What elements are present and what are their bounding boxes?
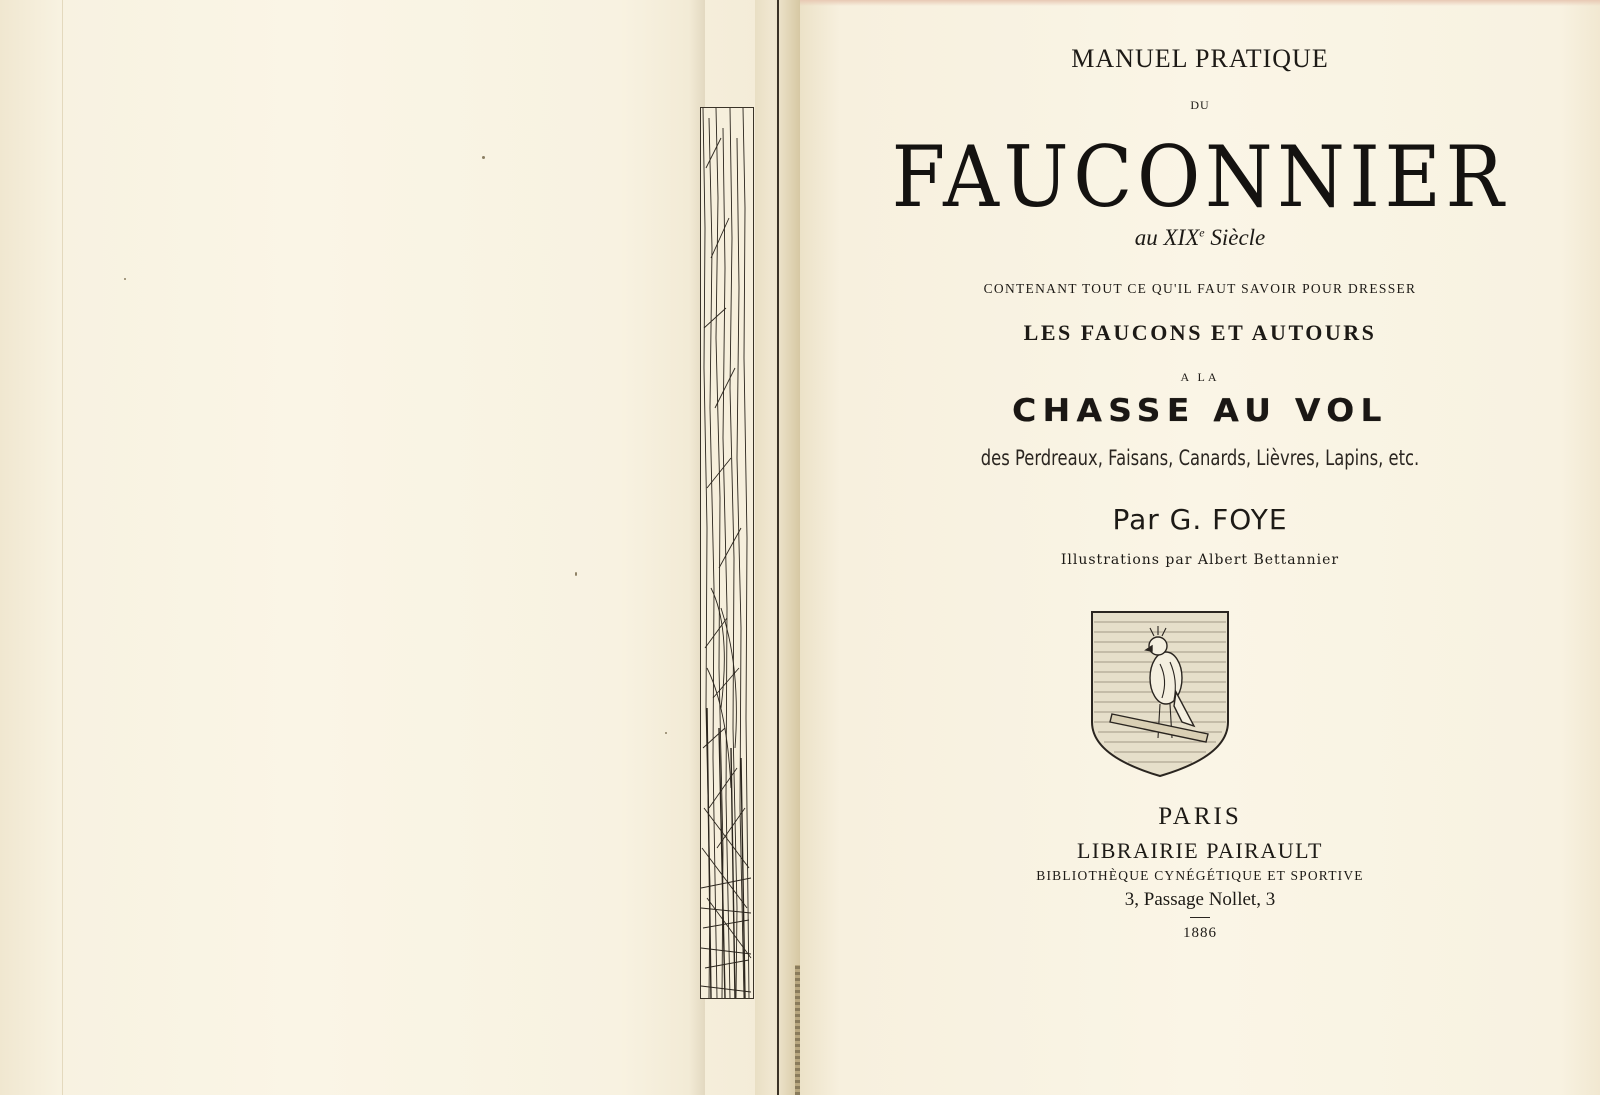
- paper-speck: [482, 156, 485, 159]
- falcon-on-perch-shield-icon: [1090, 610, 1230, 778]
- page-edge-line: [62, 0, 63, 1095]
- faucons-line: LES FAUCONS ET AUTOURS: [1023, 320, 1377, 345]
- title-manuel: MANUEL PRATIQUE: [1071, 44, 1329, 73]
- a-la-line: A LA: [1180, 370, 1220, 384]
- publisher-name: LIBRAIRIE PAIRAULT: [1076, 838, 1323, 863]
- left-page: [0, 0, 705, 1095]
- publication-year: 1886: [1183, 925, 1217, 941]
- gutter-seam: [777, 0, 779, 1095]
- frontispiece-engraving: [700, 107, 754, 999]
- reed-grass-engraving-icon: [701, 108, 753, 998]
- chasse-au-vol: CHASSE AU VOL: [1012, 393, 1388, 429]
- contenant-line: CONTENANT TOUT CE QU'IL FAUT SAVOIR POUR DRESSER: [983, 281, 1417, 296]
- main-title: FAUCONNIER: [891, 128, 1509, 226]
- paper-speck: [665, 732, 667, 734]
- title-page: [800, 0, 1600, 1095]
- paper-speck: [575, 572, 577, 576]
- page-top-tint: [800, 0, 1600, 6]
- century-suffix: Siècle: [1204, 225, 1266, 250]
- year-rule: [1190, 917, 1210, 918]
- publisher-collection: BIBLIOTHÈQUE CYNÉGÉTIQUE ET SPORTIVE: [1036, 868, 1364, 883]
- century-prefix: au XIX: [1134, 225, 1200, 250]
- illustrations-line: Illustrations par Albert Bettannier: [1060, 552, 1340, 568]
- title-du: DU: [1190, 98, 1210, 112]
- author-line: Par G. FOYE: [1112, 503, 1288, 536]
- century-line: [800, 225, 1600, 251]
- paper-speck: [124, 278, 126, 280]
- century-sup: e: [1199, 225, 1205, 240]
- publisher-address: 3, Passage Nollet, 3: [1124, 889, 1276, 910]
- publisher-city: PARIS: [1158, 803, 1242, 830]
- gibier-line: des Perdreaux, Faisans, Canards, Lièvres, Lapins, etc.: [980, 446, 1420, 470]
